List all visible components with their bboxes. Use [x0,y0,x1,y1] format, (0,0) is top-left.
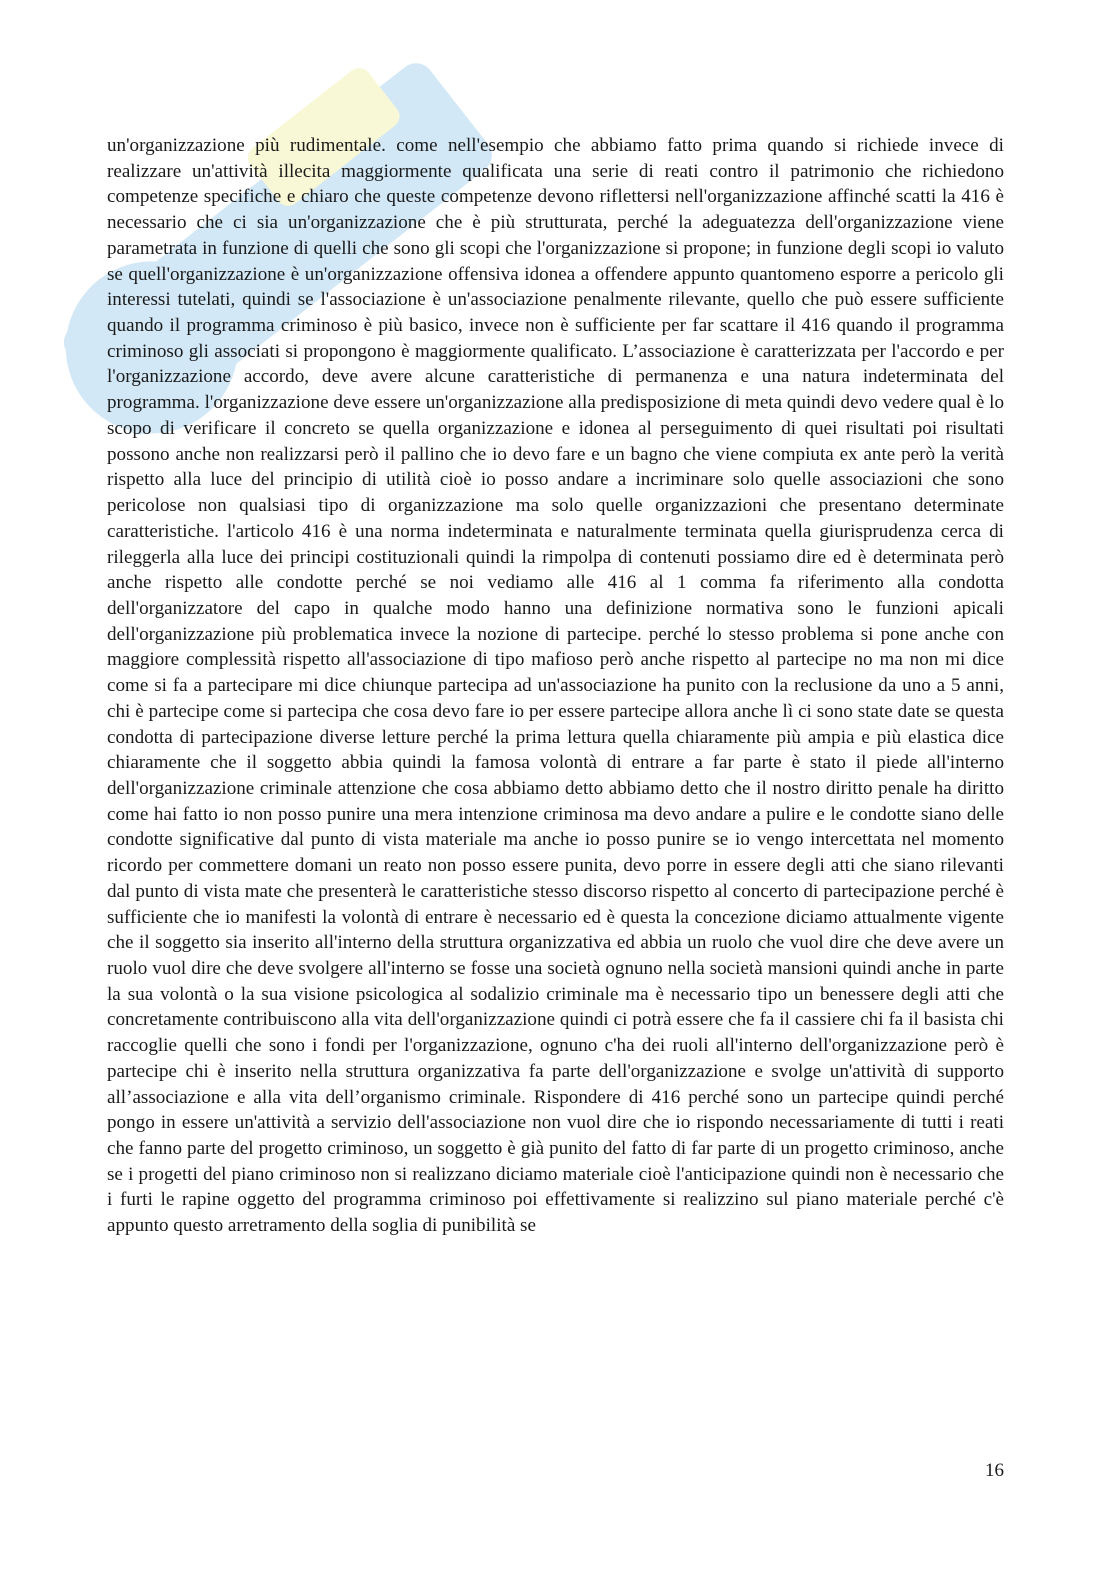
page-number: 16 [985,1460,1004,1481]
body-paragraph: un'organizzazione più rudimentale. come nell'esempio che abbiamo fatto prima quando si richiede invece di realizzare un'attività illecita maggiormente qualificata una serie di reati contro il patrimonio che richiedono competenze specifiche e chiaro che queste competenze devono riflettersi nell'organizzazione affinché scatti la 416 è necessario che ci sia un'organizzazione che è più strutturata, perché la adeguatezza dell'organizzazione viene parametrata in funzione di quelli che sono gli scopi che l'organizzazione si propone; in funzione degli scopi io valuto se quell'organizzazione è un'organizzazione offensiva idonea a offendere appunto quantomeno esporre a pericolo gli interessi tutelati, quindi se l'associazione è un'associazione penalmente rilevante, quello che può essere sufficiente quando il programma criminoso è più basico, invece non è sufficiente per far scattare il 416 quando il programma criminoso gli associati si propongono è maggiormente qualificato. L’associazione è caratterizzata per l'accordo e per l'organizzazione accordo, deve avere alcune caratteristiche di permanenza e una natura indeterminata del programma. l'organizzazione deve essere un'organizzazione alla predisposizione di meta quindi devo vedere qual è lo scopo di verificare il concreto se quella organizzazione e idonea al perseguimento di quei risultati poi risultati possono anche non realizzarsi però il pallino che io devo fare e un bagno che viene compiuta ex ante però la verità rispetto alla luce del principio di utilità cioè io posso andare a incriminare solo quelle associazioni che sono pericolose non qualsiasi tipo di organizzazione ma solo quelle organizzazioni che presentano determinate caratteristiche. l'articolo 416 è una norma indeterminata e naturalmente terminata quella giurisprudenza cerca di rileggerla alla luce dei principi costituzionali quindi la rimpolpa di contenuti possiamo dire ed è determinata però anche rispetto alle condotte perché se noi vediamo alle 416 al 1 comma fa riferimento alla condotta dell'organizzatore del capo in qualche modo hanno una definizione normativa sono le funzioni apicali dell'organizzazione più problematica invece la nozione di partecipe. perché lo stesso problema si pone anche con maggiore complessità rispetto all'associazione di tipo mafioso però anche rispetto al partecipe no ma non mi dice come si fa a partecipare mi dice chiunque partecipa ad un'associazione ha punito con la reclusione da uno a 5 anni, chi è partecipe come si partecipa che cosa devo fare io per essere partecipe allora anche lì ci sono state date se questa condotta di partecipazione diverse letture perché la prima lettura quella chiaramente più ampia e più elastica dice chiaramente che il soggetto abbia quindi la famosa volontà di entrare a far parte è stato il piede all'interno dell'organizzazione criminale attenzione che cosa abbiamo detto abbiamo detto che il nostro diritto penale ha diritto come hai fatto io non posso punire una mera intenzione criminosa ma devo andare a pulire e le condotte siano delle condotte significative dal punto di vista materiale ma anche io posso punire se io vengo intercettata nel momento ricordo per commettere domani un reato non posso essere punita, devo porre in essere degli atti che siano rilevanti dal punto di vista mate che presenterà le caratteristiche stesso discorso rispetto al concerto di partecipazione perché è sufficiente che io manifesti la volontà di entrare è necessario ed è questa la concezione diciamo attualmente vigente che il soggetto sia inserito all'interno della struttura organizzativa ed abbia un ruolo che vuol dire che deve avere un ruolo vuol dire che deve svolgere all'interno se fosse una società ognuno nella società mansioni quindi anche in parte la sua volontà o la sua visione psicologica al sodalizio criminale ma è necessario tipo un benessere degli atti che concretamente contribuiscono alla vita dell'organizzazione quindi ci potrà essere che fa il cassiere chi fa il basista chi raccoglie quelli che sono i fondi per l'organizzazione, ognuno c'ha dei ruoli all'interno dell'organizzazione però è partecipe chi è inserito nella struttura organizzativa fa parte dell'organizzazione e svolge un'attività di supporto all’associazione e alla vita dell’organismo criminale. Rispondere di 416 perché sono un partecipe quindi perché pongo in essere un'attività a servizio dell'associazione non vuol dire che io rispondo necessariamente di tutti i reati che fanno parte del progetto criminoso, un soggetto è già punito del fatto di far parte di un progetto criminoso, anche se i progetti del piano criminoso non si realizzano diciamo materiale cioè l'anticipazione quindi non è necessario che i furti le rapine oggetto del programma criminoso poi effettivamente si realizzino sul piano materiale perché c'è appunto questo arretramento della soglia di punibilità se [107,135,1004,1237]
